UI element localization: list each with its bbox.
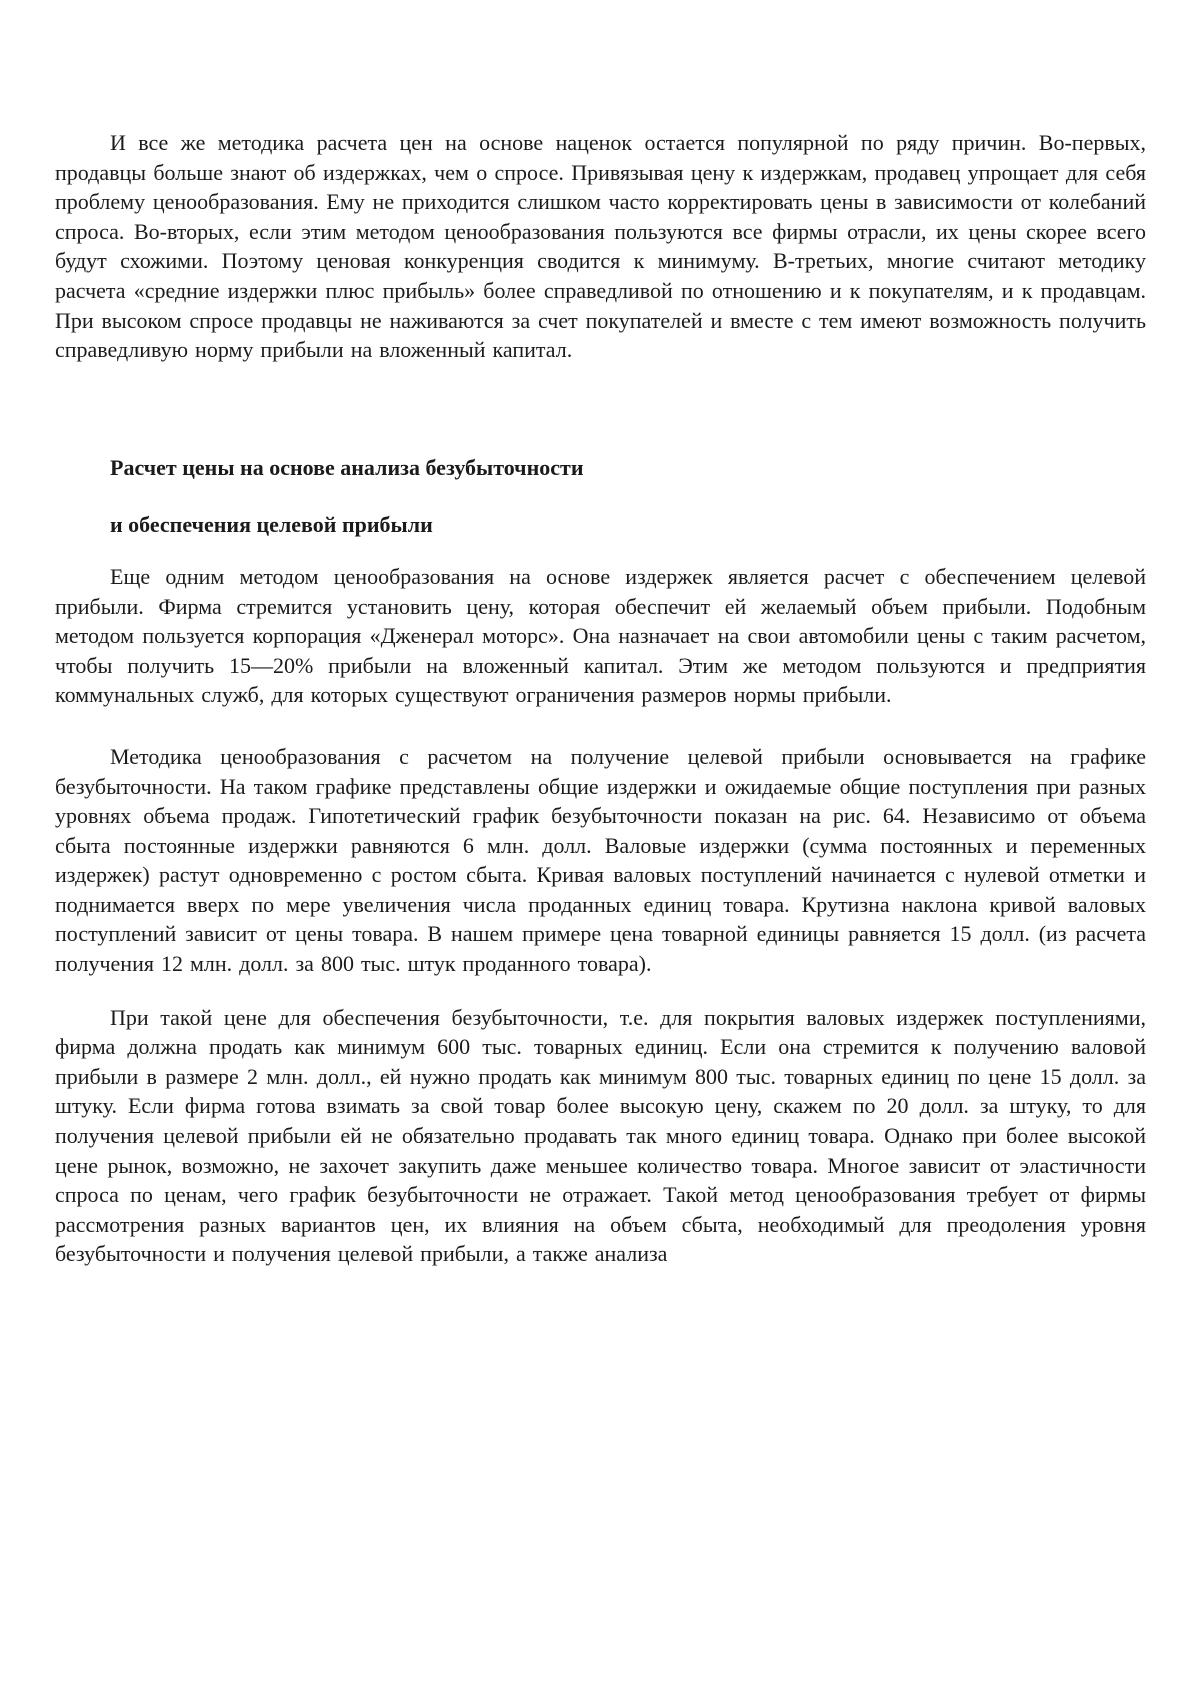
paragraph-markup-pricing-reasons: И все же методика расчета цен на основе наценок остается популярной по ряду причин. Во-первых, продавцы больше знают об издержках, чем о спросе. Привязывая цену к издержкам, продавец упрощает для себя проблему ценообразования. Ему не приходится слишком часто корректировать цены в зависимости от колебаний спроса. Во-вторых, если этим методом ценообразования пользуются все фирмы отрасли, их цены скорее всего будут схожими. Поэтому ценовая конкуренция сводится к минимуму. В-третьих, многие считают методику расчета «средние издержки плюс прибыль» более справедливой по отношению и к покупателям, и к продавцам. При высоком спросе продавцы не наживаются за счет покупателей и вместе с тем имеют возможность получить справедливую норму прибыли на вложенный капитал. <box>55 130 1146 363</box>
section-heading-line-1: Расчет цены на основе анализа безубыточности <box>110 454 584 480</box>
paragraph-break-even-chart: Методика ценообразования с расчетом на получение целевой прибыли основывается на графике безубыточности. На таком графике представлены общие издержки и ожидаемые общие поступления при разных уровнях объема продаж. Гипотетический график безубыточности показан на рис. 64. Независимо от объема сбыта постоянные издержки равняются 6 млн. долл. Валовые издержки (сумма постоянных и переменных издержек) растут одновременно с ростом сбыта. Кривая валовых поступлений начинается с нулевой отметки и поднимается вверх по мере увеличения числа проданных единиц товара. Крутизна наклона кривой валовых поступлений зависит от цены товара. В нашем примере цена товарной единицы равняется 15 долл. (из расчета получения 12 млн. долл. за 800 тыс. штук проданного товара). <box>55 743 1146 977</box>
section-heading-line-2: и обеспечения целевой прибыли <box>110 512 433 538</box>
paragraph-break-even-analysis: При такой цене для обеспечения безубыточности, т.е. для покрытия валовых издержек поступлениями, фирма должна продать как минимум 600 тыс. товарных единиц. Если она стремится к получению валовой прибыли в размере 2 млн. долл., ей нужно продать как минимум 800 тыс. товарных единиц по цене 15 долл. за штуку. Если фирма готова взимать за свой товар более высокую цену, скажем по 20 долл. за штуку, то для получения целевой прибыли ей не обязательно продавать так много единиц товара. Однако при более высокой цене рынок, возможно, не захочет закупить даже меньшее количество товара. Многое зависит от эластичности спроса по ценам, чего график безубыточности не отражает. Такой метод ценообразования требует от фирмы рассмотрения разных вариантов цен, их влияния на объем сбыта, необходимый для преодоления уровня безубыточности и получения целевой прибыли, а также анализа <box>55 1004 1146 1267</box>
paragraph-target-profit-method: Еще одним методом ценообразования на основе издержек является расчет с обеспечением целевой прибыли. Фирма стремится установить цену, которая обеспечит ей желаемый объем прибыли. Подобным методом пользуется корпорация «Дженерал моторс». Она назначает на свои автомобили цены с таким расчетом, чтобы получить 15—20% прибыли на вложенный капитал. Этим же методом пользуются и предприятия коммунальных служб, для которых существуют ограничения размеров нормы прибыли. <box>55 563 1146 708</box>
